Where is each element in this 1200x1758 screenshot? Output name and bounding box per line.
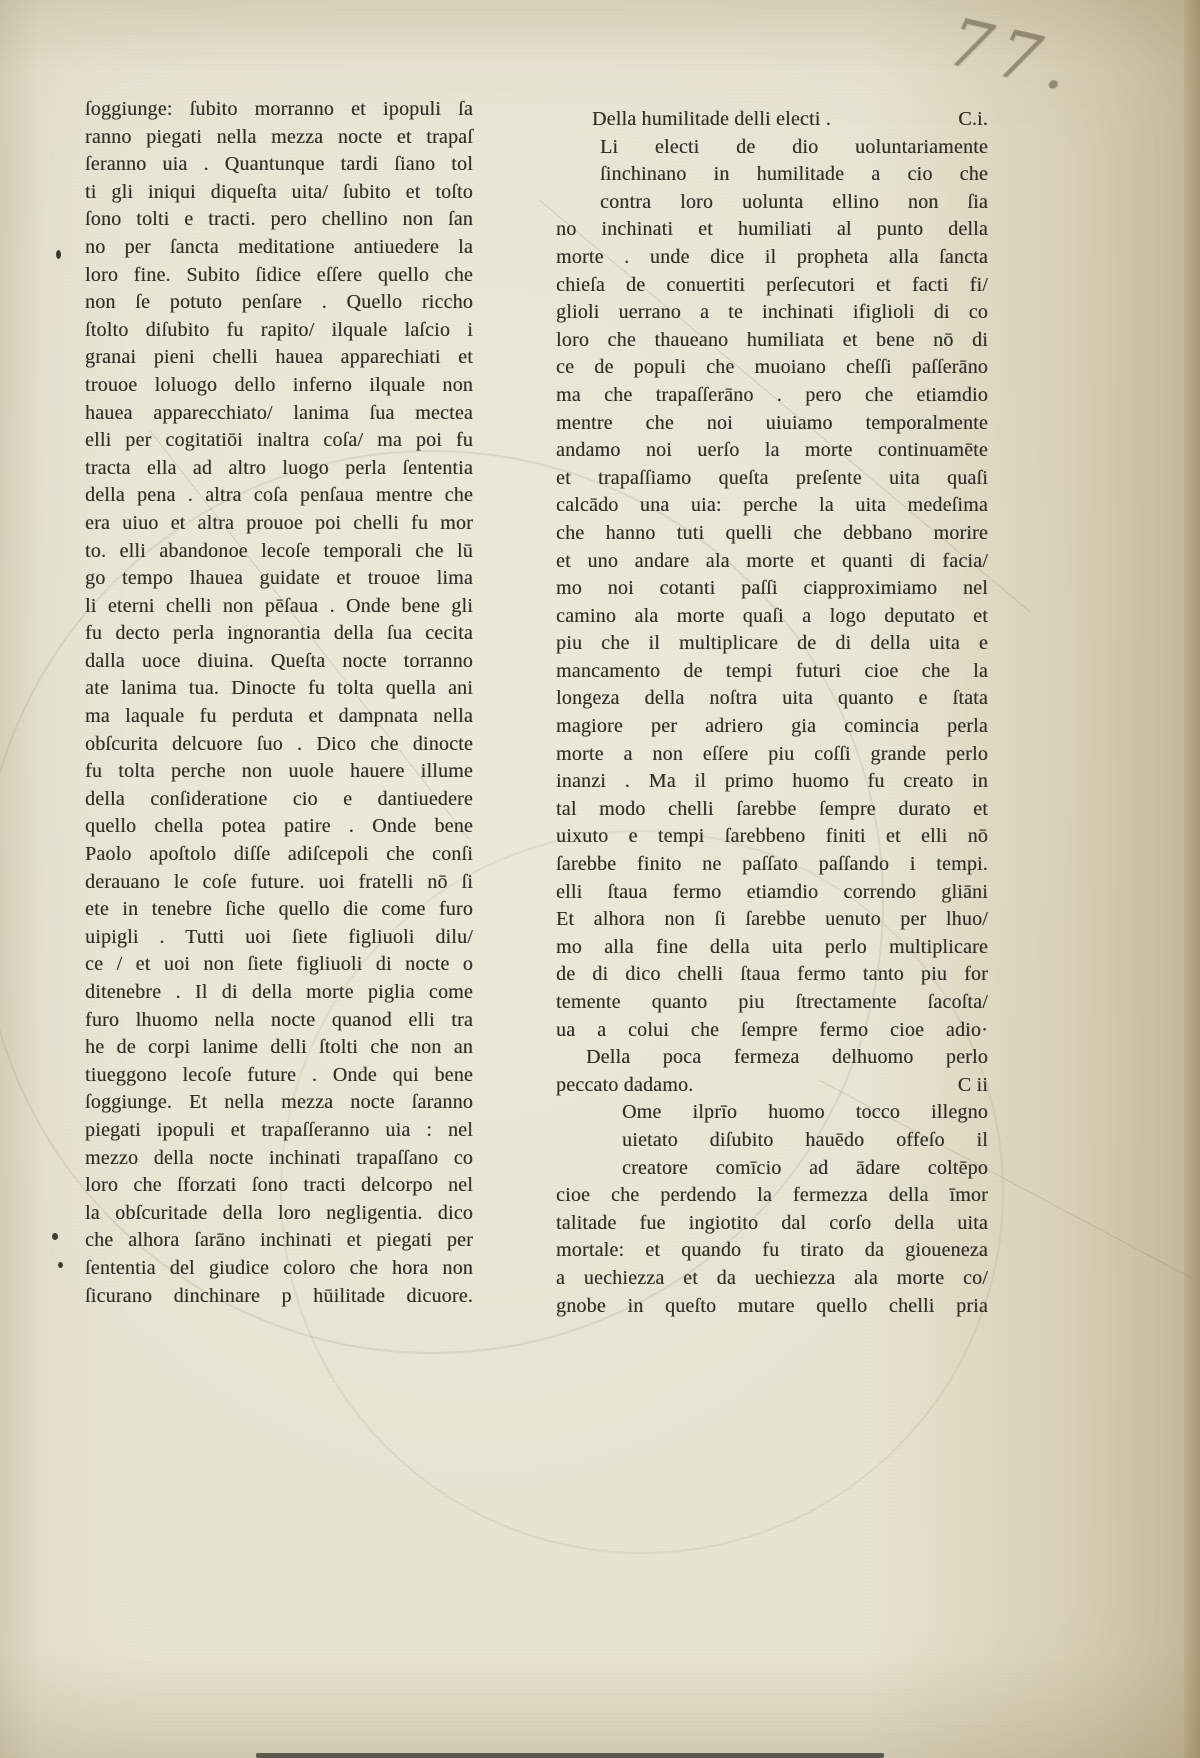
text-line: temente quanto piu ſtrectamente ſacoſta/: [556, 991, 988, 1013]
text-line: contra loro uolunta ellino non ſia: [600, 190, 988, 213]
text-line: mo alla fine della uita perlo multiplicare: [556, 935, 988, 958]
chapter1-heading: [556, 106, 988, 134]
text-line: ete in tenebre ſiche quello die come furo: [85, 898, 473, 921]
text-line: Et alhora non ſi ſarebbe uenuto per lhuo/: [556, 908, 988, 931]
scan-bottom-edge: [256, 1753, 884, 1758]
text-line: tiueggono lecoſe future . Onde qui bene: [85, 1063, 473, 1086]
text-line: de di dico chelli ſtaua fermo tanto piu for: [556, 963, 988, 986]
text-line: mo noi cotanti paſſi ciapproximiamo nel: [556, 577, 988, 600]
text-line: piegati ipopuli et trapaſſeranno uia : nel: [85, 1118, 473, 1141]
text-line: ſono tolti e tracti. pero chellino non ſan: [85, 208, 473, 231]
chapter2-heading-title: peccato dadamo.: [556, 1073, 694, 1096]
ink-speck: [56, 250, 61, 259]
text-line: la obſcuritade della loro negligentia. dico: [85, 1201, 473, 1224]
chapter1-chapter-label: C.i.: [958, 108, 988, 130]
text-line: ma laquale fu perduta et dampnata nella: [85, 705, 473, 728]
text-line: ſarebbe finito ne paſſato paſſando i tempi.: [556, 853, 988, 876]
text-line: hauea apparecchiato/ lanima ſua mectea: [85, 401, 473, 424]
text-line: et uno andare ala morte et quanti di facia/: [556, 549, 988, 572]
text-line: che alhora ſarāno inchinati et piegati per: [85, 1229, 473, 1252]
left-text-column: [85, 96, 473, 1310]
text-line: Li electi de dio uoluntariamente: [600, 135, 988, 158]
text-line: ce de populi che muoiano cheſſi paſſerāno: [556, 356, 988, 379]
ink-speck: [52, 1233, 58, 1240]
handwritten-folio-number: 77.: [941, 3, 1085, 108]
text-line: fu tolta perche non uuole hauere illume: [85, 760, 473, 783]
text-line: ſtolto diſubito fu rapito/ ilquale laſcio i: [85, 318, 473, 341]
text-line: della pena . altra coſa penſaua mentre che: [85, 484, 473, 507]
text-line: talitade fue ingiotito dal corſo della uita: [556, 1211, 988, 1234]
chapter2-heading-line1: Della poca fermeza delhuomo perlo: [586, 1046, 988, 1069]
page-right-edge: [1184, 0, 1200, 1758]
text-line: et trapaſſiamo queſta preſente uita quaſi: [556, 466, 988, 489]
text-line: Paolo apoſtolo diſſe adiſcepoli che conſi: [85, 843, 473, 866]
chapter1-body-lines: [556, 216, 988, 1044]
text-line: fu decto perla ingnorantia della ſua cecita: [85, 622, 473, 645]
text-line: granai pieni chelli hauea apparechiati et: [85, 346, 473, 369]
text-line: chieſa de conuertiti perſecutori et facti fi/: [556, 273, 988, 296]
text-line: morte . unde dice il propheta alla ſancta: [556, 245, 988, 268]
text-line: ma che trapaſſerāno . pero che etiamdio: [556, 383, 988, 406]
chapter2-heading-line2: [556, 1072, 988, 1100]
text-line: Ome ilprīo huomo tocco illegno: [622, 1101, 988, 1124]
text-line: ſoggiunge: ſubito morranno et ipopuli ſa: [85, 98, 473, 120]
text-line: loro che ſforzati ſono tracti delcorpo nel: [85, 1174, 473, 1197]
chapter2-body-lines: [556, 1182, 988, 1320]
text-line: uixuto e tempi ſarebbeno finiti et elli nō: [556, 825, 988, 848]
text-line: tracta ella ad altro luogo perla ſententia: [85, 456, 473, 479]
text-line: magiore per adriero gia comincia perla: [556, 715, 988, 738]
chapter2-chapter-label: C ii: [957, 1073, 988, 1096]
text-line: ce / et uoi non ſiete figliuoli di nocte o: [85, 953, 473, 976]
text-line: piu che il multiplicare de di della uita e: [556, 632, 988, 655]
text-line: elli ſtaua fermo etiamdio correndo gliāni: [556, 880, 988, 903]
text-line: longeza della noſtra uita quanto e ſtata: [556, 687, 988, 710]
text-line: cioe che perdendo la fermezza della īmor: [556, 1184, 988, 1207]
text-line: mortale: et quando fu tirato da gioueneza: [556, 1239, 988, 1262]
text-line: mezzo della nocte inchinati trapaſſano co: [85, 1146, 473, 1169]
text-line: obſcurita delcuore ſuo . Dico che dinocte: [85, 732, 473, 755]
text-line: go tempo lhauea guidate et trouoe lima: [85, 567, 473, 590]
text-line: loro che thaueano humiliata et bene nō di: [556, 328, 988, 351]
text-line: gnobe in queſto mutare quello chelli pria: [556, 1294, 988, 1317]
text-line: camino ala morte quaſi a logo deputato et: [556, 604, 988, 627]
text-line: ſicurano dinchinare p hūilitade dicuore.: [85, 1284, 473, 1307]
text-line: non ſe potuto penſare . Quello riccho: [85, 291, 473, 314]
text-line: a uechiezza et da uechiezza ala morte co/: [556, 1266, 988, 1289]
text-line: li eterni chelli non pēſaua . Onde bene gli: [85, 594, 473, 617]
text-line: glioli uerrano a te inchinati ifiglioli di co: [556, 301, 988, 324]
text-line: furo lhuomo nella nocte quanod elli tra: [85, 1008, 473, 1031]
text-line: uietato diſubito hauēdo offeſo il: [622, 1128, 988, 1151]
text-line: no per ſancta meditatione antiuedere la: [85, 235, 473, 258]
text-line: mentre che noi uiuiamo temporalmente: [556, 411, 988, 434]
text-line: uipigli . Tutti uoi ſiete figliuoli dilu/: [85, 925, 473, 948]
text-line: dalla uoce diuina. Queſta nocte torranno: [85, 649, 473, 672]
text-line: elli per cogitatiōi inaltra coſa/ ma poi fu: [85, 429, 473, 452]
text-line: trouoe loluogo dello inferno ilquale non: [85, 373, 473, 396]
text-line: ate lanima tua. Dinocte fu tolta quella ani: [85, 677, 473, 700]
ink-speck: [58, 1262, 63, 1268]
chapter2-intro-lines: [556, 1099, 988, 1182]
text-line: creatore comīcio ad ādare coltēpo: [622, 1156, 988, 1179]
text-line: calcādo una uia: perche la uita medeſima: [556, 494, 988, 517]
text-line: ua a colui che ſempre fermo cioe adio·: [556, 1018, 988, 1041]
text-line: tal modo chelli ſarebbe ſempre durato et: [556, 797, 988, 820]
text-line: inanzi . Ma il primo huomo fu creato in: [556, 770, 988, 793]
text-line: no inchinati et humiliati al punto della: [556, 218, 988, 241]
text-line: andamo noi uerſo la morte continuamēte: [556, 439, 988, 462]
text-line: ſoggiunge. Et nella mezza nocte ſaranno: [85, 1091, 473, 1114]
text-line: loro fine. Subito ſidice eſſere quello che: [85, 263, 473, 286]
text-line: mancamento de tempi futuri cioe che la: [556, 659, 988, 682]
chapter1-intro-lines: [556, 134, 988, 217]
text-line: morte a non eſſere piu coſſi grande perlo: [556, 742, 988, 765]
text-line: ditenebre . Il di della morte piglia come: [85, 981, 473, 1003]
text-line: he de corpi lanime delli ſtolti che non an: [85, 1036, 473, 1059]
chapter1-heading-title: Della humilitade delli electi .: [592, 108, 831, 130]
text-line: era uiuo et altra prouoe poi chelli fu mor: [85, 511, 473, 534]
text-line: ſententia del giudice coloro che hora non: [85, 1256, 473, 1279]
text-line: della conſideratione cio e dantiuedere: [85, 787, 473, 810]
right-text-column: [556, 106, 988, 1320]
text-line: che hanno tuti quelli che debbano morire: [556, 521, 988, 544]
text-line: ranno piegati nella mezza nocte et trapaſ: [85, 125, 473, 148]
text-line: derauano le coſe future. uoi fratelli nō ſi: [85, 870, 473, 893]
text-line: to. elli abandonoe lecoſe temporali che lū: [85, 539, 473, 562]
text-line: quello chella potea patire . Onde bene: [85, 815, 473, 838]
text-line: ti gli iniqui diqueſta uita/ ſubito et toſto: [85, 180, 473, 203]
text-line: ſeranno uia . Quantunque tardi ſiano tol: [85, 153, 473, 176]
text-line: ſinchinano in humilitade a cio che: [600, 163, 988, 186]
